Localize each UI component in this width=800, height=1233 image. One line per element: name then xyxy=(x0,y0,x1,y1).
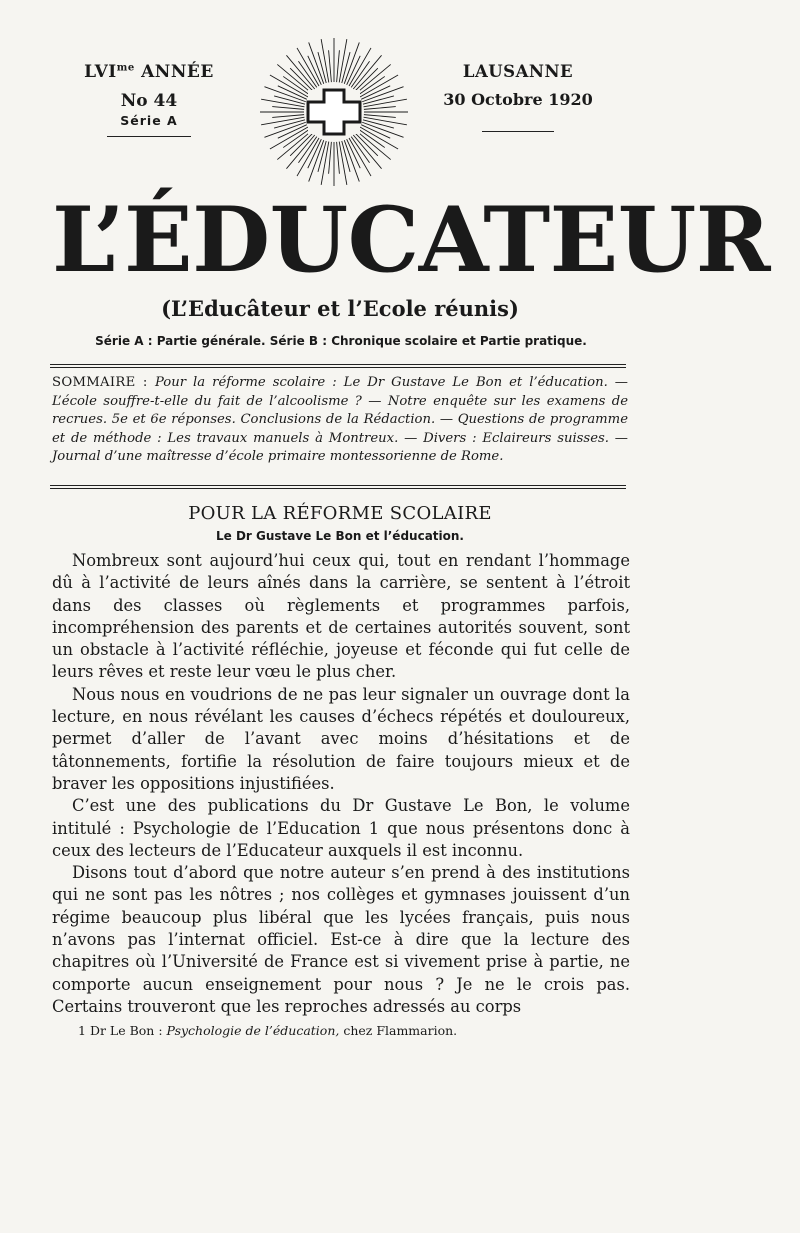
issue-info xyxy=(84,62,214,137)
emblem-ray xyxy=(360,127,398,149)
emblem-ray xyxy=(355,133,378,156)
emblem-ray xyxy=(298,61,316,87)
emblem-ray xyxy=(290,133,313,156)
article-title: POUR LA RÉFORME SCOLAIRE xyxy=(188,503,492,524)
emblem-ray xyxy=(339,142,347,185)
emblem-ray xyxy=(349,138,371,176)
sommaire-label: SOMMAIRE : xyxy=(52,375,155,390)
emblem-ray xyxy=(290,68,313,91)
volume-year: $LVI^{me}$ ANNÉE xyxy=(84,62,214,82)
emblem-ray xyxy=(364,99,407,107)
emblem-ray xyxy=(297,138,319,176)
divider xyxy=(107,136,191,137)
emblem-ray xyxy=(261,117,304,125)
swiss-cross-emblem-icon xyxy=(258,36,410,188)
emblem-ray xyxy=(351,61,369,87)
emblem-ray xyxy=(272,115,304,118)
issue-date: 30 Octobre 1920 xyxy=(443,90,593,109)
double-rule-top xyxy=(50,364,626,368)
issue-number: No 44 xyxy=(120,91,178,111)
footnote xyxy=(78,1023,618,1038)
sommaire-text: Pour la réforme scolaire : Le Dr Gustave Le Bon et l’éducation. — L’école souffre-t-elle du fait de l’alcoolisme ? — Notre enquête sur les examens de recrues. 5e et 6e réponses. Conclusions de la Rédaction. — Questions de programme et de méthode : Les travaux manuels à Montreux. — Divers : Eclaireurs suisses. — Journal d’une maîtresse d’école primaire montessorienne de Rome. xyxy=(52,375,628,465)
masthead-title: L’ÉDUCATEUR xyxy=(52,187,771,293)
masthead-subtitle: (L’Educâteur et l’Ecole réunis) xyxy=(161,296,519,321)
footnote-publisher: chez Flammarion. xyxy=(339,1023,458,1038)
emblem-ray xyxy=(272,107,304,110)
emblem-ray xyxy=(339,39,347,82)
emblem-ray xyxy=(270,75,308,97)
footnote-author: Dr Le Bon : xyxy=(89,1023,167,1038)
paragraph: Nombreux sont aujourd’hui ceux qui, tout en rendant l’hommage dû à l’activité de leurs aînés dans la carrière, se sentent à l’étroit dans des classes où règlements et programmes parfois, incompréhension des parents et de certaines autorités souvent, sont un obstacle à l’activité réfléchie, joyeuse et féconde qui fut celle de leurs rêves et reste leur vœu le plus cher. xyxy=(52,551,630,682)
emblem-ray xyxy=(349,48,371,86)
emblem-ray xyxy=(355,68,378,91)
emblem-ray xyxy=(321,39,329,82)
divider xyxy=(482,131,554,132)
emblem-ray xyxy=(283,76,309,94)
emblem-ray xyxy=(283,129,309,147)
emblem-ray xyxy=(337,50,340,82)
paragraph: C’est une des publications du Dr Gustave Le Bon, le volume intitulé : Psychologie de l’Education 1 que nous présentons donc à ceux des lecteurs de l’Educateur auxquels il est inconnu. xyxy=(52,796,630,860)
emblem-ray xyxy=(329,142,332,174)
paragraph: Disons tout d’abord que notre auteur s’en prend à des institutions qui ne sont pas les nôtres ; nos collèges et gymnases jouissent d’un régime beaucoup plus libéral que les lycées français, puis nous n’avons pas l’internat officiel. Est-ce à dire que la lecture des chapitres où l’Université de France est si vivement prise à partie, ne comporte aucun enseignement pour nous ? Je ne le crois pas. Certains trouveront que les reproches adressés au corps xyxy=(52,863,630,1016)
footnote-title: Psychologie de l’éducation, xyxy=(166,1023,340,1038)
emblem-ray xyxy=(360,75,398,97)
series-description: Série A : Partie générale. Série B : Chronique scolaire et Partie pratique. xyxy=(95,334,587,348)
footnote-mark: 1 xyxy=(78,1023,86,1038)
emblem-ray xyxy=(321,142,329,185)
article-subtitle: Le Dr Gustave Le Bon et l’éducation. xyxy=(215,529,464,543)
emblem-ray xyxy=(298,137,316,163)
emblem-ray xyxy=(297,48,319,86)
article-body xyxy=(52,550,630,1018)
emblem-ray xyxy=(364,107,396,110)
emblem-ray xyxy=(337,142,340,174)
paragraph: Nous nous en voudrions de ne pas leur signaler un ouvrage dont la lecture, en nous révélant les causes d’échecs répétés et douloureux, permet d’aller de l’avant avec moins d’hésitations et de tâtonnements, fortifie la résolution de faire toujours mieux et de braver les oppositions injustifiées. xyxy=(52,684,630,793)
city: LAUSANNE xyxy=(462,62,574,81)
emblem-ray xyxy=(364,117,407,125)
place-date xyxy=(440,62,596,132)
emblem-ray xyxy=(261,99,304,107)
series-label: Série A xyxy=(120,113,178,128)
emblem-ray xyxy=(359,76,385,94)
emblem-ray xyxy=(351,137,369,163)
table-of-contents xyxy=(52,374,628,467)
emblem-ray xyxy=(359,129,385,147)
double-rule-bottom xyxy=(50,485,626,489)
emblem-ray xyxy=(270,127,308,149)
emblem-ray xyxy=(364,115,396,118)
emblem-ray xyxy=(329,50,332,82)
